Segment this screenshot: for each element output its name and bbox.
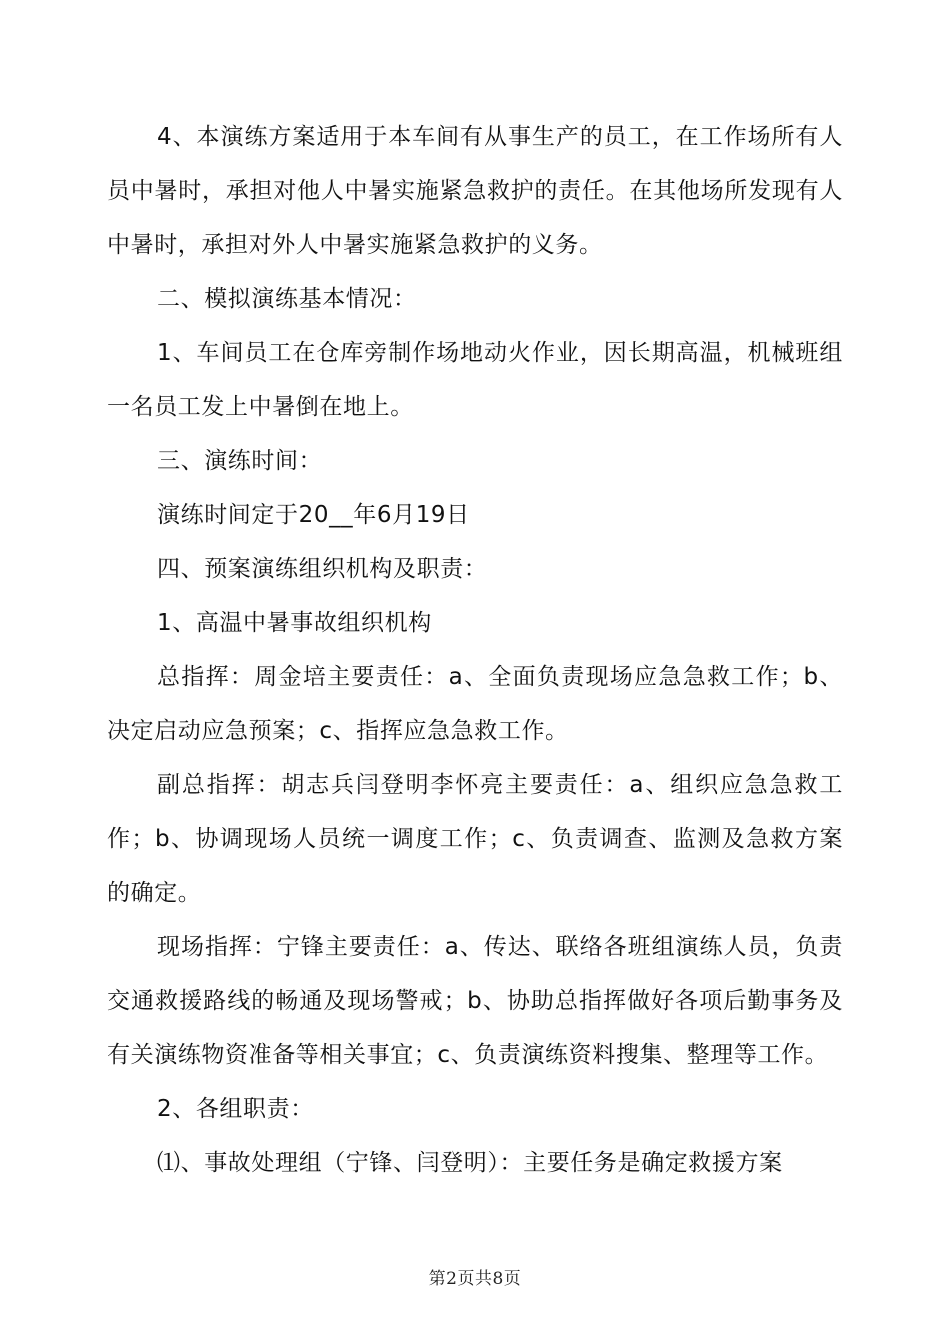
paragraph-accident-group: ⑴、事故处理组（宁锋、闫登明）：主要任务是确定救援方案 bbox=[157, 1150, 783, 1176]
paragraph-site-commander: 现场指挥：宁锋主要责任：a、传达、联络各班组演练人员，负责交通救援路线的畅通及现场警戒；b、协助总指挥做好各项后勤事务及有关演练物资准备等相关事宜；c、负责演练资料搜集、整理等工作。 bbox=[107, 934, 843, 1068]
page-number-footer: 第2页共8页 bbox=[428, 1269, 522, 1289]
paragraph-scope: 4、本演练方案适用于本车间有从事生产的员工，在工作场所有人员中暑时，承担对他人中暑实施紧急救护的责任。在其他场所发现有人中暑时，承担对外人中暑实施紧急救护的义务。 bbox=[107, 124, 843, 258]
paragraph-chief-commander: 总指挥：周金培主要责任：a、全面负责现场应急急救工作；b、决定启动应急预案；c、指挥应急急救工作。 bbox=[107, 664, 843, 744]
paragraph-deputy-commander: 副总指挥：胡志兵闫登明李怀亮主要责任：a、组织应急急救工作；b、协调现场人员统一调度工作；c、负责调查、监测及急救方案的确定。 bbox=[107, 772, 843, 906]
subheading-organization: 1、高温中暑事故组织机构 bbox=[157, 610, 432, 636]
heading-organization: 四、预案演练组织机构及职责： bbox=[157, 556, 488, 582]
paragraph-scenario: 1、车间员工在仓库旁制作场地动火作业，因长期高温，机械班组一名员工发上中暑倒在地上。 bbox=[107, 340, 843, 420]
document-body bbox=[107, 110, 843, 1190]
heading-drill-time: 三、演练时间： bbox=[157, 448, 323, 474]
paragraph-drill-date: 演练时间定于20__年6月19日 bbox=[157, 502, 470, 528]
heading-drill-overview: 二、模拟演练基本情况： bbox=[157, 286, 417, 312]
subheading-group-duties: 2、各组职责： bbox=[157, 1096, 314, 1122]
